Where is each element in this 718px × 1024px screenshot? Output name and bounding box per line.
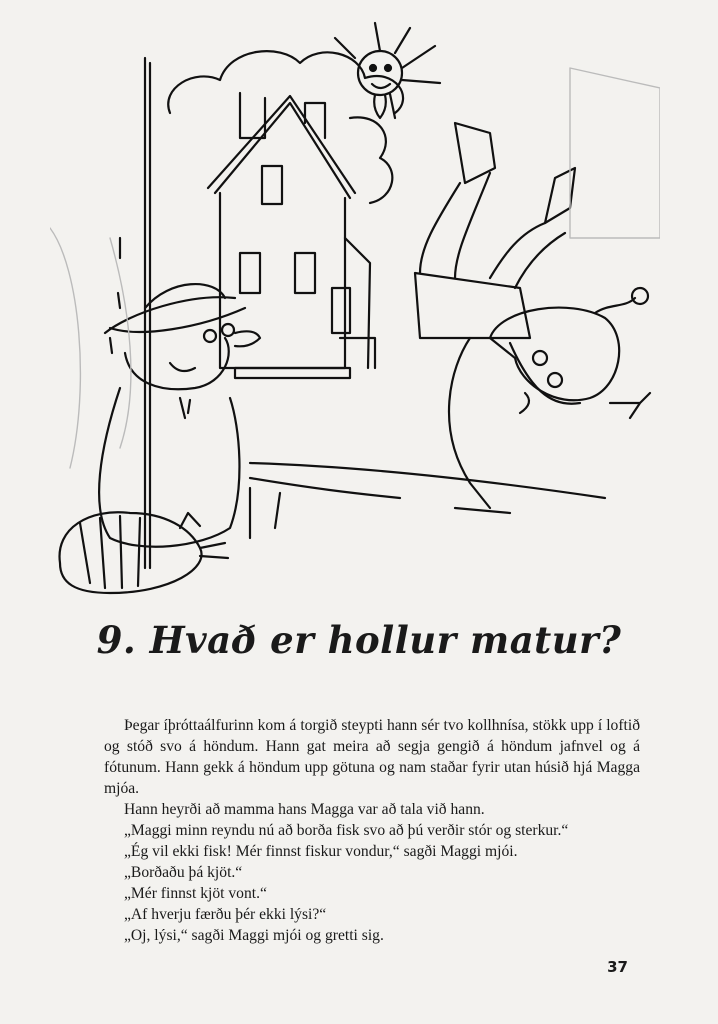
dialogue-line: „Af hverju færðu þér ekki lýsi?“ — [124, 906, 327, 923]
dialogue-line: „Borðaðu þá kjöt.“ — [124, 864, 243, 881]
chapter-title: 9. Hvað er hollur matur? — [96, 618, 622, 662]
man-with-hat-drawing — [99, 284, 260, 547]
story-text — [104, 715, 640, 946]
dialogue-line: „Oj, lýsi,“ sagði Maggi mjói og gretti sig. — [124, 927, 384, 944]
dialogue-line: „Ég vil ekki fisk! Mér finnst fiskur vondur,“ sagði Maggi mjói. — [124, 843, 518, 860]
sun-drawing — [335, 23, 440, 118]
house-drawing — [208, 93, 375, 378]
paragraph: Hann heyrði að mamma hans Magga var að tala við hann. — [124, 801, 485, 818]
dialogue-line: „Mér finnst kjöt vont.“ — [124, 885, 267, 902]
cat-drawing — [60, 512, 228, 593]
page-number: 37 — [607, 958, 628, 976]
background-sketch — [50, 68, 660, 468]
paragraph: Þegar íþróttaálfurinn kom á torgið steypti hann sér tvo kollhnísa, stökk upp í loftið og stóð svo á höndum. Hann gat meira að segja gengið á höndum jafnvel og á fótunum. Hann gekk á höndum upp götuna og nam staðar fyrir utan húsið hjá Magga mjóa. — [104, 717, 640, 797]
dialogue-line: „Maggi minn reyndu nú að borða fisk svo að þú verðir stór og sterkur.“ — [124, 822, 569, 839]
road-drawing — [250, 463, 605, 538]
cloud-drawing — [168, 51, 403, 203]
chapter-illustration — [50, 8, 660, 603]
acrobat-drawing — [415, 123, 650, 513]
